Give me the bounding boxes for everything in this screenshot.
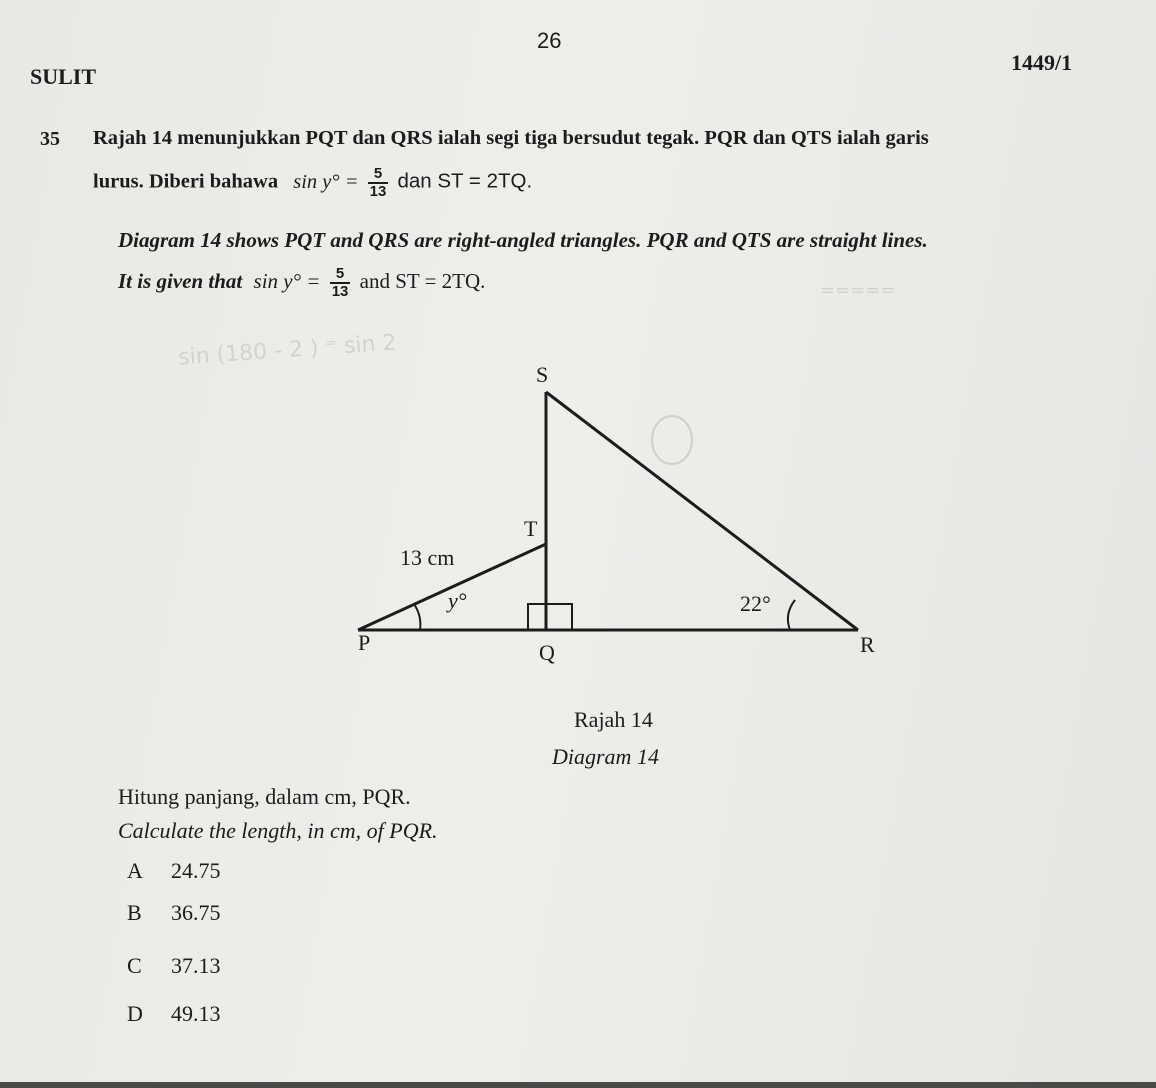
option-d[interactable] bbox=[127, 1001, 221, 1027]
label-side-PT: 13 cm bbox=[400, 545, 455, 570]
prompt-malay: Hitung panjang, dalam cm, PQR. bbox=[118, 784, 411, 809]
english-frac-den: 13 bbox=[331, 283, 349, 300]
malay-given-prefix: lurus. Diberi bahawa bbox=[93, 170, 279, 193]
angle-arc-P bbox=[414, 604, 420, 630]
option-a[interactable] bbox=[127, 858, 221, 884]
line-SR bbox=[546, 392, 858, 630]
english-given-prefix: It is given that bbox=[118, 268, 243, 293]
label-Q: Q bbox=[539, 640, 555, 665]
label-T: T bbox=[524, 516, 538, 541]
option-b-value: 36.75 bbox=[171, 900, 221, 925]
label-R: R bbox=[860, 632, 875, 657]
right-angle-marker-left bbox=[528, 604, 546, 630]
option-d-value: 49.13 bbox=[171, 1001, 221, 1026]
malay-trig: sin y° = bbox=[293, 170, 359, 193]
label-angle-22: 22° bbox=[740, 591, 771, 616]
question-malay-line1: Rajah 14 menunjukkan PQT dan QRS ialah segi tiga bersudut tegak. PQR dan QTS ialah garis bbox=[93, 127, 929, 149]
english-frac-num: 5 bbox=[330, 266, 351, 284]
option-a-value: 24.75 bbox=[171, 858, 221, 883]
caption-malay: Rajah 14 bbox=[574, 707, 653, 732]
label-angle-y: y° bbox=[448, 588, 467, 613]
prompt-english: Calculate the length, in cm, of PQR. bbox=[118, 818, 438, 843]
question-english-line1: Diagram 14 shows PQT and QRS are right-angled triangles. PQR and QTS are straight lines. bbox=[118, 228, 928, 252]
option-c-letter: C bbox=[127, 953, 142, 978]
malay-frac-den: 13 bbox=[369, 183, 387, 200]
right-angle-marker-right bbox=[546, 604, 572, 630]
caption-english: Diagram 14 bbox=[552, 744, 659, 769]
option-d-letter: D bbox=[127, 1001, 143, 1026]
malay-given-suffix: dan ST = 2TQ. bbox=[397, 169, 533, 193]
option-c[interactable] bbox=[127, 953, 221, 979]
option-b-letter: B bbox=[127, 900, 142, 925]
option-b[interactable] bbox=[127, 900, 221, 926]
header-sulit: SULIT bbox=[30, 64, 97, 89]
angle-arc-R bbox=[788, 600, 795, 630]
english-trig: sin y° = bbox=[253, 268, 321, 293]
english-given-suffix: and ST = 2TQ. bbox=[359, 268, 486, 293]
page-bottom-edge bbox=[0, 1082, 1156, 1088]
option-a-letter: A bbox=[127, 858, 143, 883]
header-paper-code: 1449/1 bbox=[1011, 50, 1073, 75]
label-P: P bbox=[358, 630, 371, 655]
question-number: 35 bbox=[40, 128, 60, 150]
malay-frac-num: 5 bbox=[368, 166, 389, 184]
option-c-value: 37.13 bbox=[171, 953, 221, 978]
page-number: 26 bbox=[537, 28, 562, 53]
label-S: S bbox=[536, 362, 549, 387]
